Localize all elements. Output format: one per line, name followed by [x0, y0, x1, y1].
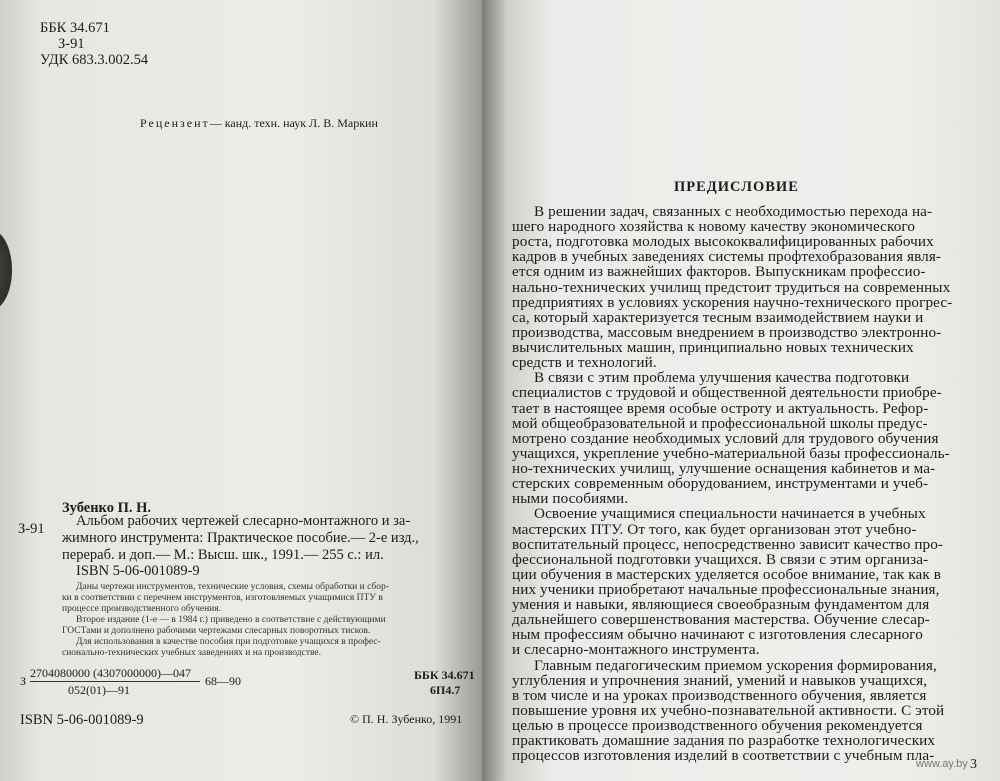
preface-line: учащихся, укрепление учебно-материальной базы профессиональ- — [512, 444, 950, 462]
preface-line: практиковать домашние задания по разработке технологических — [512, 732, 936, 750]
annotation-line-6: Для использования в качестве пособия при подготовке учащихся в профес- — [76, 637, 381, 647]
preface-line: Главным педагогическим приемом ускорения формирования, — [534, 656, 937, 674]
preface-line: шего народного хозяйства к новому качеству экономического — [512, 218, 916, 236]
isbn-entry: ISBN 5-06-001089-9 — [76, 563, 200, 579]
fraction-denominator: 052(01)—91 — [68, 683, 130, 697]
right-page — [482, 0, 1000, 781]
preface-line: процессов изготовления изделий в соответствии с учебным пла- — [512, 747, 935, 765]
preface-line: умения и навыки, являющиеся своеобразным фундаментом для — [512, 596, 930, 614]
annotation-line-1: Даны чертежи инструментов, технические условия, схемы обработки и сбор- — [76, 582, 389, 592]
preface-line: дальнейшего совершенствования мастерства. Обучение слесар- — [512, 611, 930, 629]
preface-line: В связи с этим проблема улучшения качества подготовки — [534, 369, 910, 387]
page-number: 3 — [970, 757, 977, 772]
preface-line: ным профессиям обычно начинают с изготовления слесарного — [512, 626, 923, 644]
fraction-suffix: 68—90 — [205, 674, 241, 688]
copyright: © П. Н. Зубенко, 1991 — [350, 712, 463, 726]
preface-line: средств и технологий. — [512, 354, 657, 372]
preface-line: нально-технических училищ предстоит трудиться на современных — [512, 278, 951, 296]
annotation-line-7: сионально-технических учебных заведениях и на производстве. — [62, 648, 321, 658]
preface-line: производства, массовым внедрением в производство электронно- — [512, 323, 942, 341]
preface-line: Освоение учащимися специальности начинается в учебных — [534, 505, 926, 523]
preface-line: ется одним из важнейших факторов. Выпускникам профессио- — [512, 263, 926, 281]
preface-line: предприятиях в условиях ускорения научно-технического прогрес- — [512, 293, 953, 311]
biblio-line-1: Альбом рабочих чертежей слесарно-монтажного и за- — [76, 513, 411, 529]
call-number: З-91 — [18, 521, 45, 537]
reviewer-label: Рецензент — [140, 116, 210, 130]
preface-line: воспитательный процесс, непосредственно зависит качество про- — [512, 535, 944, 553]
preface-line: углубления и упрочнения знаний, умений и навыков учащихся, — [512, 671, 928, 689]
preface-line: мастерских ПТУ. От того, как будет организован этот учебно- — [512, 520, 917, 538]
preface-line: них ученики приобретают начальные профессиональные знания, — [512, 581, 940, 598]
call-number-top: З-91 — [58, 36, 85, 52]
fraction-prefix: З — [20, 674, 27, 688]
annotation-line-2: ки в соответствии с перечнем инструментов, изготовляемых учащимися ПТУ в — [62, 593, 383, 603]
preface-line: целью в процессе производственного обучения рекомендуется — [512, 717, 923, 735]
preface-line: специалистов с трудовой и общественной деятельности приобре- — [512, 384, 942, 402]
biblio-line-3: перераб. и доп.— М.: Высш. шк., 1991.— 255 с.: ил. — [62, 547, 384, 563]
annotation-line-5: ГОСТами и дополнено рабочими чертежами слесарных поворотных тисков. — [62, 626, 371, 636]
annotation-line-3: процессе производственного обучения. — [62, 604, 222, 614]
annotation-line-4: Второе издание (1-е — в 1984 г.) приведено в соответствие с действующими — [76, 615, 386, 625]
watermark: www.ay.by — [916, 758, 968, 770]
preface-line: ными пособиями. — [512, 490, 629, 508]
preface-line: мотрено создание необходимых условий для трудового обучения — [512, 429, 939, 447]
isbn-bottom: ISBN 5-06-001089-9 — [20, 712, 144, 728]
preface-line: ции обучения в мастерских уделяется особое внимание, так как в — [512, 565, 942, 583]
bbk-code-bottom: ББК 34.671 — [414, 668, 475, 682]
preface-line: но-технических училищ, улучшение оснащения кабинетов и ма- — [512, 460, 936, 478]
reviewer-line — [140, 116, 378, 131]
author-name: Зубенко П. Н. — [62, 500, 152, 516]
preface-line: мой общеобразовательной и профессиональной школы предус- — [512, 414, 928, 432]
bbk-code-top: ББК 34.671 — [40, 20, 110, 36]
preface-line: са, который характеризуется тесным взаимодействием науки и — [512, 308, 924, 326]
preface-line: стерских современным оборудованием, инструментами и учеб- — [512, 475, 929, 493]
preface-line: в том числе и на уроках производственного обучения, является — [512, 686, 927, 704]
thumb-shadow — [0, 230, 12, 310]
preface-line: повышение уровня их учебно-познавательной активности. С этой — [512, 701, 945, 719]
biblio-line-2: жимного инструмента: Практическое пособие.— 2-е изд., — [62, 530, 419, 546]
preface-line: тает в настоящее время особые остроту и актуальность. Рефор- — [512, 399, 929, 417]
preface-heading: ПРЕДИСЛОВИЕ — [674, 179, 799, 195]
reviewer-text: — канд. техн. наук Л. В. Маркин — [209, 116, 378, 130]
fraction-bar — [30, 681, 200, 682]
fraction-numerator: 2704080000 (4307000000)—047 — [30, 666, 191, 680]
preface-line: роста, подготовка молодых высококвалифицированных рабочих — [512, 233, 934, 251]
preface-line: В решении задач, связанных с необходимостью перехода на- — [534, 203, 933, 220]
preface-line: и слесарно-монтажного инструмента. — [512, 641, 760, 659]
preface-line: фессиональной подготовки учащихся. В связи с этим организа- — [512, 550, 929, 568]
left-page — [0, 0, 482, 781]
preface-line: кадров в учебных заведениях системы профтехобразования явля- — [512, 248, 942, 266]
udk-code: УДК 683.3.002.54 — [40, 52, 149, 68]
preface-line: вычислительных машин, принципиально новых технических — [512, 339, 914, 357]
classification-code: 6П4.7 — [430, 683, 461, 697]
